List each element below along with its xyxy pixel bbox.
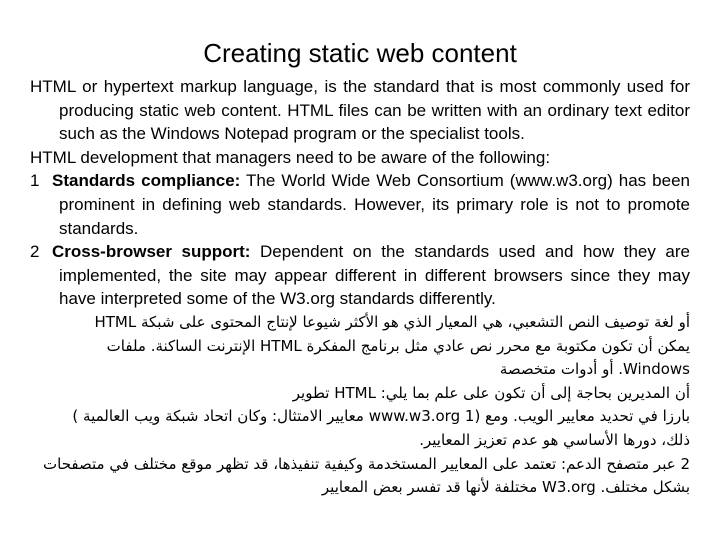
- arabic-requirements-intro: [30, 382, 690, 406]
- list-item-text: The World Wide Web Consortium (www.w3.org) has been prominent in defining web standards. However, its primary role is not to promote standards.: [59, 171, 690, 238]
- slide-body: [30, 75, 690, 500]
- arabic-line: يمكن أن تكون مكتوبة مع محرر نص عادي مثل برنامج المفكرة HTML الإنترنت الساكنة. ملفات: [106, 336, 690, 355]
- arabic-line: Windows. أو أدوات متخصصة: [499, 360, 690, 379]
- list-item-text: Dependent on the standards used and how they are implemented, the site may appear different in different browsers since they may have interpreted some of the W3.org standards differently.: [59, 242, 690, 309]
- list-item-label: Cross-browser support:: [52, 242, 251, 262]
- arabic-intro-paragraph: [30, 311, 690, 382]
- arabic-line: بشكل مختلف. W3.org مختلفة لأنها قد تفسر بعض المعايير: [321, 478, 690, 497]
- list-number: 1: [30, 171, 40, 191]
- slide-title: Creating static web content: [203, 38, 517, 68]
- list-item-standards: [30, 169, 690, 240]
- list-number: 2: [30, 242, 40, 262]
- intro-paragraph: HTML or hypertext markup language, is the standard that is most commonly used for producing static web content. HTML files can be written with an ordinary text editor such as the Windows Notepad program or the specialist tools.: [30, 77, 690, 144]
- arabic-line: أن المديرين بحاجة إلى أن تكون على علم بما يلي: HTML تطوير: [292, 383, 690, 402]
- arabic-line: 2 عبر متصفح الدعم: تعتمد على المعايير المستخدمة وكيفية تنفيذها، قد تظهر موقع مختلف في متصفحات: [43, 454, 690, 473]
- arabic-line: أو لغة توصيف النص التشعبي، هي المعيار الذي هو الأكثر شيوعا لإنتاج المحتوى على شبكة HTML: [94, 312, 690, 331]
- arabic-line: بارزا في تحديد معايير الويب. ومع (www.w3.org 1 معايير الامتثال: وكان اتحاد شبكة ويب العالمية ): [72, 407, 690, 426]
- arabic-list-item-cross-browser: [30, 453, 690, 500]
- requirements-intro: HTML development that managers need to be aware of the following:: [30, 147, 551, 167]
- list-item-cross-browser: [30, 240, 690, 311]
- arabic-line: ذلك، دورها الأساسي هو عدم تعزيز المعايير.: [419, 430, 690, 449]
- arabic-list-item-standards: [30, 405, 690, 452]
- list-item-label: Standards compliance:: [52, 171, 241, 191]
